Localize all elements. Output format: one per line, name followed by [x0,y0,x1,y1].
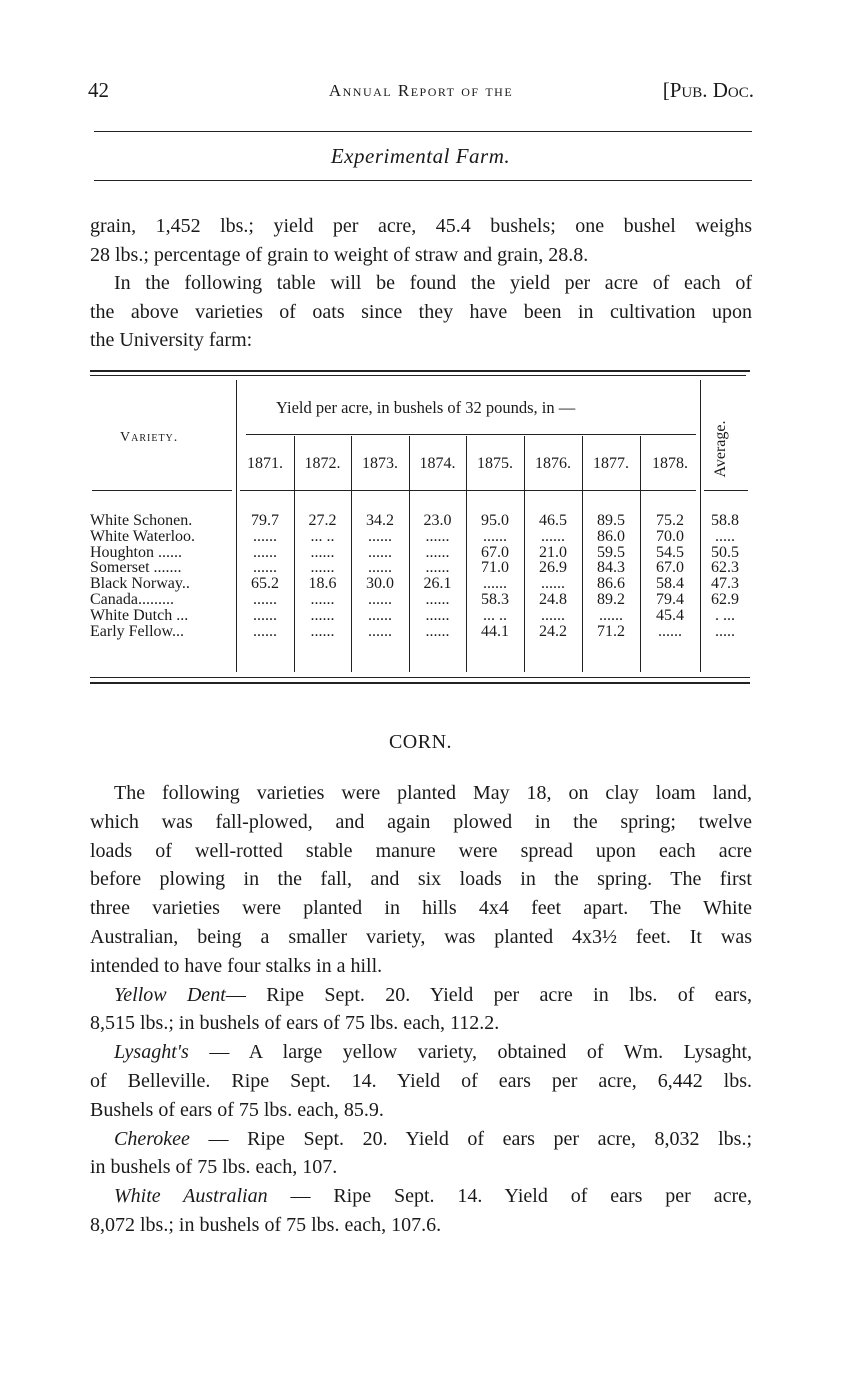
average-cell: 62.9 [711,591,739,608]
variety-cell: White Waterloo. [90,527,196,545]
table-rule [90,370,750,372]
text-line: In the following table will be found the yield per acre of each of [114,272,752,294]
running-right: [Pub. Doc. [662,78,754,102]
text-line: intended to have four stalks in a hill. [90,954,383,977]
yield-cell: 71.2 [597,622,625,640]
text-line: three varieties were planted in hills 4x4 feet apart. The White [90,897,752,920]
yield-cell: 21.0 [539,543,567,561]
section-subhead: Experimental Farm. [330,144,511,168]
yield-cell: 27.2 [308,512,337,529]
yield-cell: ...... [368,543,392,561]
yield-group-header: Yield per acre, in bushels of 32 pounds, in — [276,398,576,417]
yield-cell: 89.2 [597,591,625,608]
variety-header: Variety. [120,430,179,445]
yield-cell: ...... [310,606,335,624]
table-rule [704,490,748,491]
year-header: 1873. [362,455,398,472]
table-rule [92,490,232,491]
table-rule [246,434,696,435]
yield-cell: ...... [310,591,335,608]
year-header: 1871. [247,455,283,472]
yield-cell: 30.0 [366,575,394,593]
text-line: the University farm: [90,329,253,351]
header-rule-top [94,131,752,132]
yield-cell: ...... [253,527,277,545]
yield-cell: 86.6 [597,575,625,593]
average-cell: 58.8 [711,512,739,529]
table-rule [240,490,696,491]
yield-cell: ...... [658,622,682,640]
yield-cell: ...... [368,527,392,545]
text-line: which was fall-plowed, and again plowed in the spring; twelve [90,810,752,833]
yield-cell: 59.5 [597,543,625,561]
oats-yield-table [90,368,750,690]
yield-cell: 65.2 [251,575,279,593]
yield-cell: 67.0 [656,559,684,577]
yield-cell: ...... [253,591,277,608]
text-line: Bushels of ears of 75 lbs. each, 85.9. [90,1098,384,1121]
corn-heading: CORN. [388,731,453,753]
variety-entry-cherokee [90,1125,752,1154]
text-line: The following varieties were planted May 18, on clay loam land, [114,782,752,804]
yield-cell: ...... [425,622,450,640]
page-header [88,78,754,108]
yield-cell: 70.0 [656,527,684,545]
yield-cell: 95.0 [481,512,509,529]
text-line: loads of well-rotted stable manure were spread upon each acre [90,839,752,862]
average-cell: 50.5 [711,543,739,561]
text-span: — Ripe Sept. 20. Yield per acre in lbs. of ears, [225,983,752,1006]
yield-cell: 67.0 [481,543,509,561]
text-line: before plowing in the fall, and six loads in the spring. The first [90,868,752,891]
yield-cell: ...... [599,606,623,624]
yield-cell: 46.5 [539,512,567,529]
variety-entry-white-australian [90,1182,752,1211]
variety-cell: Canada......... [90,591,174,608]
header-rule-bottom [94,180,752,181]
year-header: 1878. [652,455,688,472]
yield-cell: 86.0 [597,527,625,545]
yield-cell: ...... [541,606,565,624]
yield-cell: ...... [541,527,565,545]
variety-cell: White Schonen. [90,512,193,529]
table-rule [90,375,746,376]
text-line: 28 lbs.; percentage of grain to weight of straw and grain, 28.8. [90,243,589,266]
yield-cell: ...... [310,622,335,640]
variety-cell: Somerset ....... [90,559,182,577]
text-span: — Ripe Sept. 14. Yield of ears per acre, [267,1185,752,1208]
yield-cell: 23.0 [423,512,452,529]
running-title: Annual Report of the [328,81,514,100]
yield-cell: ...... [253,606,277,624]
yield-cell: ...... [425,559,450,577]
yield-cell: 84.3 [597,559,625,577]
variety-entry-lysaght [90,1038,752,1067]
variety-entry-yellow-dent [90,981,752,1010]
yield-cell: 44.1 [481,622,509,640]
text-line: 8,515 lbs.; in bushels of ears of 75 lbs. each, 112.2. [90,1012,500,1035]
yield-cell: 26.1 [423,575,452,593]
table-rule [90,682,750,684]
yield-cell: 45.4 [656,606,684,624]
average-header: Average. [712,420,729,478]
yield-cell: ...... [368,606,392,624]
yield-cell: 34.2 [366,512,394,529]
yield-cell: ...... [425,543,450,561]
yield-cell: ...... [483,527,507,545]
yield-cell: ...... [368,622,392,640]
average-cell: ..... [715,527,735,545]
yield-cell: 71.0 [481,559,509,577]
yield-cell: 79.7 [251,512,279,529]
year-header: 1876. [535,455,571,472]
yield-cell: ...... [310,559,335,577]
table-rule [90,677,750,678]
variety-cell: Houghton ...... [90,543,182,561]
text-line: of Belleville. Ripe Sept. 14. Yield of ears per acre, 6,442 lbs. [90,1069,752,1092]
text-span: — Ripe Sept. 20. Yield of ears per acre, 8,032 lbs.; [189,1127,752,1150]
year-header: 1877. [593,455,629,472]
variety-cell: Early Fellow... [90,622,185,640]
variety-name: Lysaght's [114,1041,189,1064]
yield-cell: 89.5 [597,512,625,529]
yield-cell: 18.6 [308,575,337,593]
yield-cell: ...... [253,543,277,561]
yield-cell: ...... [541,575,565,593]
yield-cell: ...... [253,559,277,577]
variety-cell: White Dutch ... [90,606,189,624]
yield-cell: ...... [253,622,277,640]
text-line: in bushels of 75 lbs. each, 107. [90,1156,338,1179]
yield-cell: 54.5 [656,543,684,561]
yield-cell: ...... [310,543,335,561]
yield-cell: 58.4 [656,575,684,593]
text-line: the above varieties of oats since they have been in cultivation upon [90,300,752,323]
text-line: Australian, being a smaller variety, was planted 4x3½ feet. It was [90,925,752,948]
average-cell: 47.3 [711,575,739,593]
variety-name: Yellow Dent [114,983,226,1006]
variety-name: Cherokee [114,1127,190,1150]
yield-cell: 75.2 [656,512,684,529]
yield-cell: ...... [483,575,507,593]
yield-cell: ...... [425,606,450,624]
yield-cell: 58.3 [481,591,509,608]
yield-cell: ...... [368,559,392,577]
yield-cell: 24.8 [539,591,567,608]
year-header: 1874. [419,455,456,472]
yield-cell: ...... [425,527,450,545]
page-number: 42 [88,78,109,102]
average-cell: . ... [715,606,735,624]
yield-cell: ...... [425,591,450,608]
variety-cell: Black Norway.. [90,575,190,593]
yield-cell: ...... [368,591,392,608]
yield-cell: 24.2 [539,622,567,640]
yield-cell: ... .. [483,606,507,624]
yield-cell: 26.9 [539,559,567,577]
year-header: 1872. [304,455,341,472]
average-cell: ..... [715,622,735,640]
corn-paragraph [90,779,752,1240]
text-line: 8,072 lbs.; in bushels of 75 lbs. each, 107.6. [90,1213,442,1236]
yield-cell: 79.4 [656,591,684,608]
year-header: 1875. [477,455,513,472]
text-line: grain, 1,452 lbs.; yield per acre, 45.4 bushels; one bushel weighs [90,215,752,237]
average-cell: 62.3 [711,559,739,577]
variety-name: White Australian [114,1185,268,1208]
text-span: — A large yellow variety, obtained of Wm. Lysaght, [188,1041,752,1064]
intro-paragraph [90,212,752,355]
yield-cell: ... .. [310,527,335,545]
